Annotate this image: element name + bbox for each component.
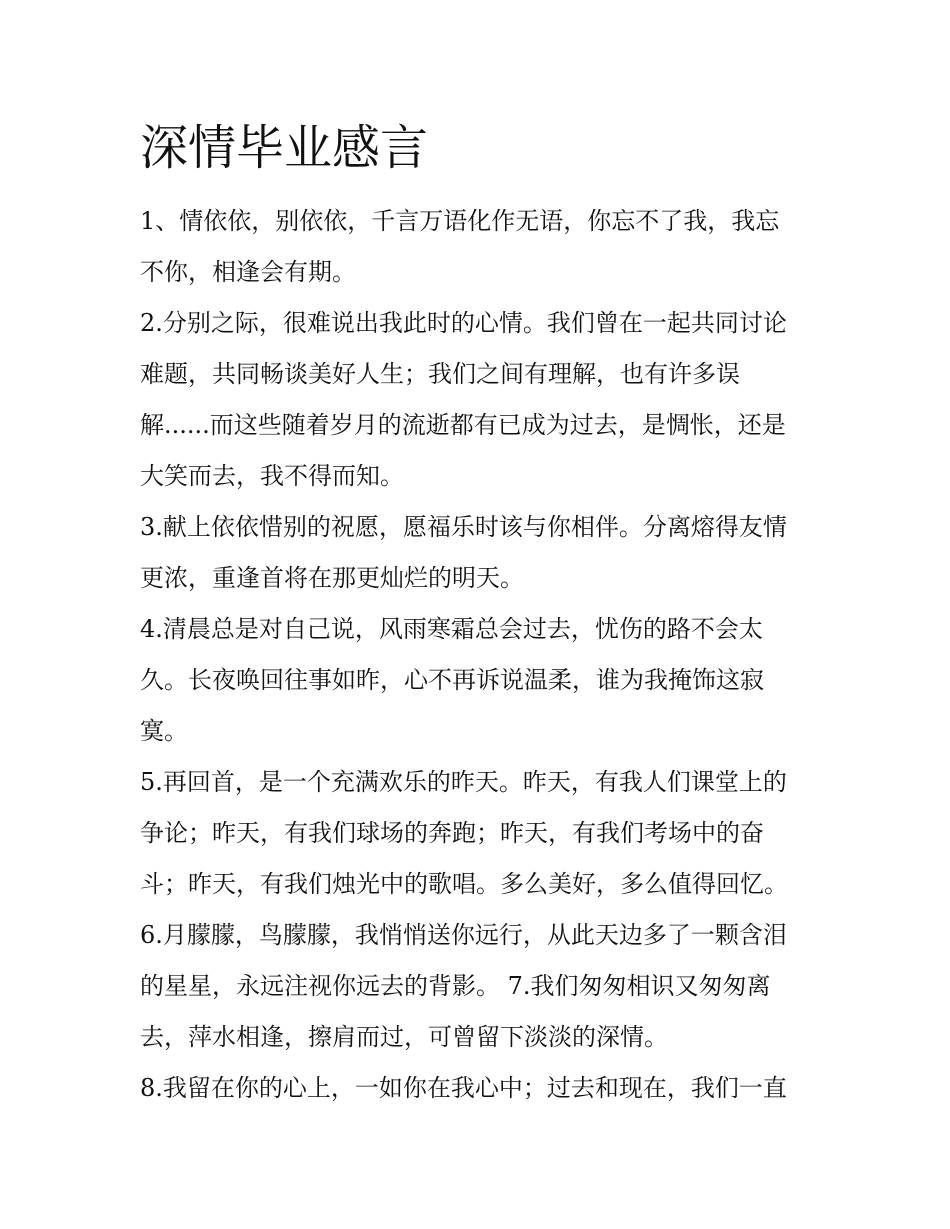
text-line: 5.再回首，是一个充满欢乐的昨天。昨天，有我人们课堂上的 xyxy=(140,768,787,796)
text-line: 斗；昨天，有我们烛光中的歌唱。多么美好，多么值得回忆。 xyxy=(140,870,788,898)
text-line: 4.清晨总是对自己说，风雨寒霜总会过去，忧伤的路不会太 xyxy=(140,615,763,643)
text-line: 寞。 xyxy=(140,717,188,745)
text-line: 难题，共同畅谈美好人生；我们之间有理解，也有许多误 xyxy=(140,360,740,388)
text-line: 3.献上依依惜别的祝愿，愿福乐时该与你相伴。分离熔得友情 xyxy=(140,513,787,541)
text-line: 久。长夜唤回往事如昨，心不再诉说温柔，谁为我掩饰这寂 xyxy=(140,666,764,694)
text-line: 8.我留在你的心上，一如你在我心中；过去和现在，我们一直 xyxy=(140,1074,787,1102)
text-line: 争论；昨天，有我们球场的奔跑；昨天，有我们考场中的奋 xyxy=(140,819,764,847)
text-line: 大笑而去，我不得而知。 xyxy=(140,462,404,490)
text-line: 不你，相逢会有期。 xyxy=(140,258,356,286)
text-line: 解......而这些随着岁月的流逝都有已成为过去，是惆怅，还是 xyxy=(140,411,786,439)
text-line: 去，萍水相逢，擦肩而过，可曾留下淡淡的深情。 xyxy=(140,1023,668,1051)
body-text xyxy=(140,196,820,1114)
page-title: 深情毕业感言 xyxy=(140,120,429,176)
text-line: 更浓，重逢首将在那更灿烂的明天。 xyxy=(140,564,524,592)
text-line: 1、情依依，别依依，千言万语化作无语，你忘不了我，我忘 xyxy=(140,207,780,235)
text-line: 2.分别之际，很难说出我此时的心情。我们曾在一起共同讨论 xyxy=(140,309,787,337)
text-line: 的星星，永远注视你远去的背影。 7.我们匆匆相识又匆匆离 xyxy=(140,972,771,1000)
text-line: 6.月朦朦，鸟朦朦，我悄悄送你远行，从此天边多了一颗含泪 xyxy=(140,921,787,949)
